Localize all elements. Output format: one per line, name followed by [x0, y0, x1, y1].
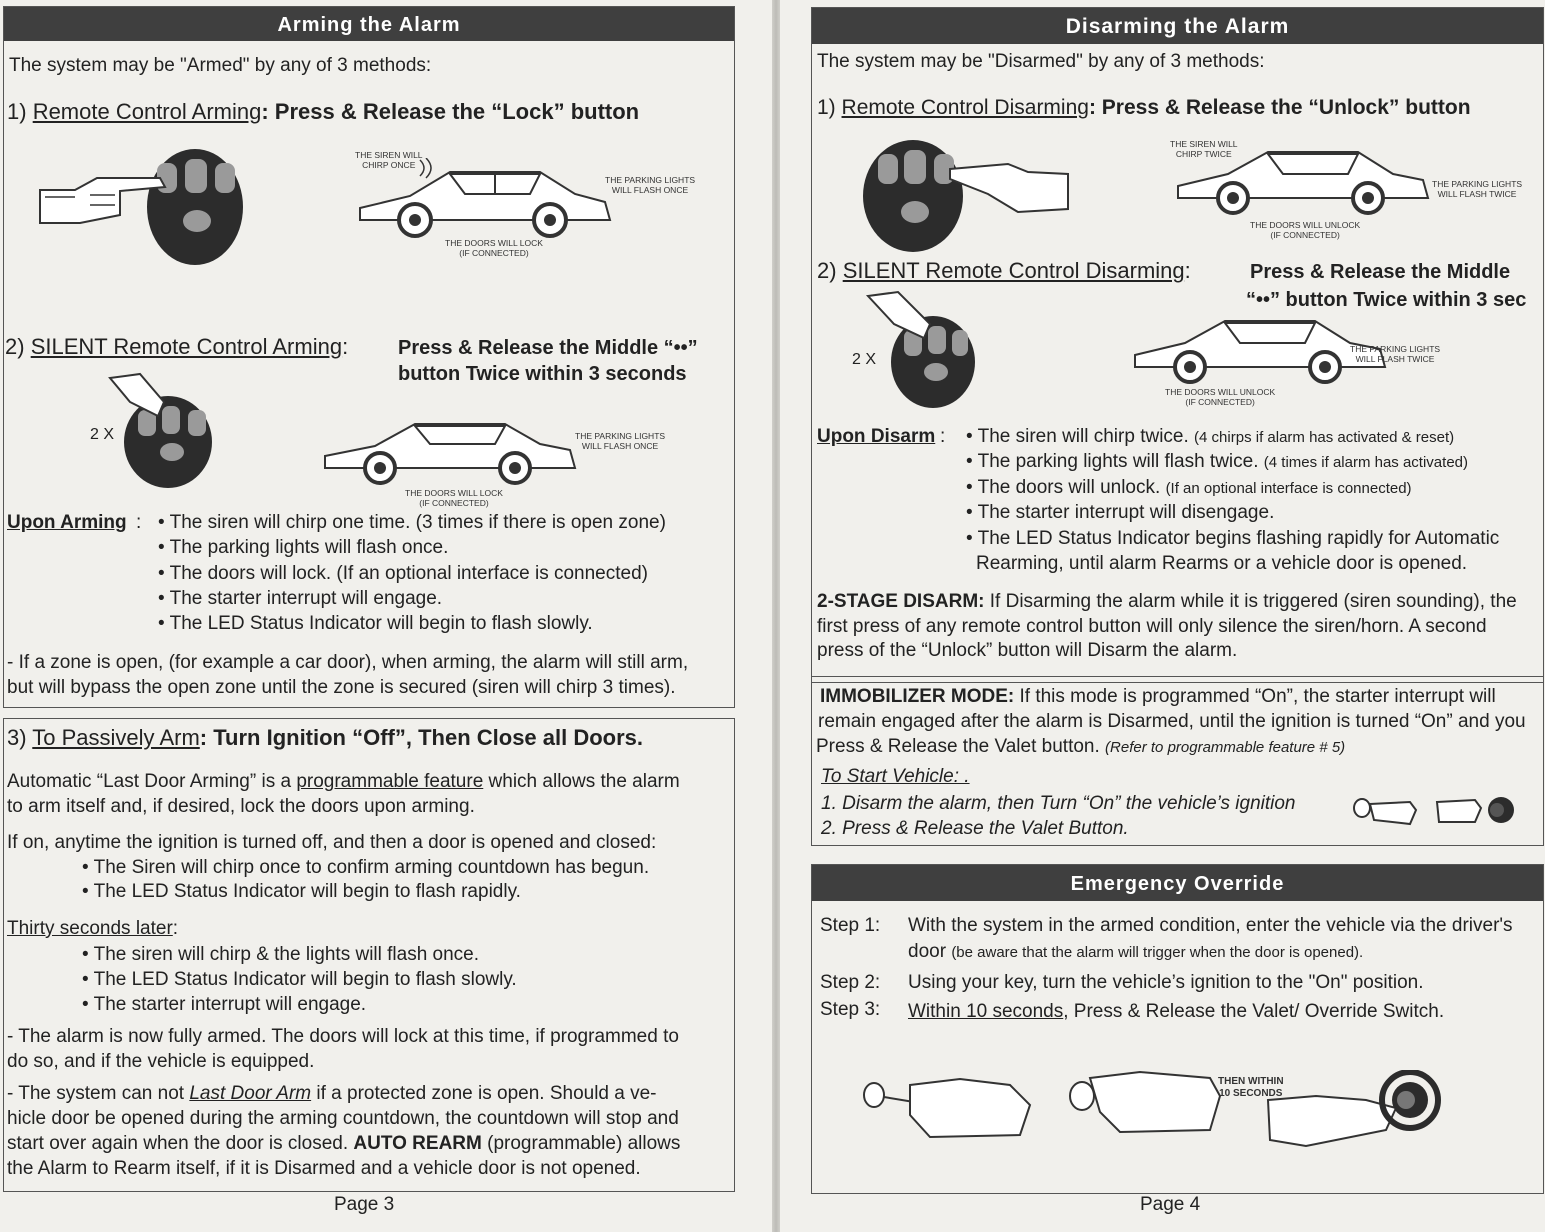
method2-heading — [817, 258, 1191, 284]
method1-heading — [817, 96, 1471, 120]
colon: : — [1184, 258, 1191, 283]
colon: : — [136, 512, 142, 533]
immobilizer-line — [820, 686, 1496, 708]
key-in-ignition-figure — [860, 1065, 1040, 1140]
method-title: SILENT Remote Control Arming — [30, 334, 343, 359]
upon-disarm-label: Upon Disarm — [817, 426, 936, 447]
then-within-label: THEN WITHIN 10 SECONDS — [1218, 1076, 1284, 1099]
armed-note-line: do so, and if the vehicle is equipped. — [7, 1051, 315, 1072]
doors-label: THE DOORS WILL UNLOCK (IF CONNECTED) — [1165, 387, 1276, 407]
siren-label: THE SIREN WILL CHIRP ONCE — [355, 150, 423, 170]
text: Automatic “Last Door Arming” is a — [7, 771, 297, 792]
upon-disarm-item — [966, 477, 1412, 499]
text: (programmable) allows — [481, 1133, 681, 1154]
upon-disarm-item — [966, 451, 1468, 473]
method-number: 1) — [817, 96, 836, 119]
upon-disarm-item: • The starter interrupt will disengage. — [966, 502, 1275, 523]
step-label: Step 2: — [820, 972, 881, 993]
immobilizer-title: IMMOBILIZER MODE: — [820, 686, 1015, 707]
two-times-label: 2 X — [852, 351, 877, 368]
upon-disarm-item: • The LED Status Indicator begins flashing rapidly for Automatic — [966, 528, 1500, 549]
method-number: 2) — [817, 258, 837, 283]
text: • The siren will chirp twice. — [966, 426, 1195, 447]
method-title: Remote Control Arming — [32, 99, 262, 124]
upon-arming-item: • The siren will chirp one time. (3 times if there is open zone) — [158, 512, 666, 533]
method-action: : Press & Release the “Unlock” button — [1088, 96, 1471, 119]
doors-label: THE DOORS WILL LOCK (IF CONNECTED) — [405, 488, 503, 508]
two-stage-line — [817, 591, 1517, 613]
text: Press & Release the Valet button. — [816, 736, 1106, 757]
method1-heading — [7, 99, 639, 125]
text: Within 10 seconds — [908, 1001, 1064, 1022]
auto-rearm-text: AUTO REARM — [353, 1133, 482, 1154]
start-vehicle-step: 1. Disarm the alarm, then Turn “On” the vehicle’s ignition — [821, 793, 1296, 814]
thirty-item: • The siren will chirp & the lights will flash once. — [82, 944, 480, 965]
text: , Press & Release the Valet/ Override Switch. — [1063, 1001, 1445, 1022]
last-door-arm-line — [7, 1133, 680, 1155]
text: if a protected zone is open. Should a ve- — [311, 1083, 657, 1104]
text: door — [908, 941, 952, 962]
doors-label: THE DOORS WILL LOCK (IF CONNECTED) — [445, 238, 543, 258]
page-4 — [780, 0, 1545, 1232]
two-stage-line: first press of any remote control button will only silence the siren/horn. A second — [817, 616, 1487, 637]
armed-note-line: - The alarm is now fully armed. The doors will lock at this time, if programmed to — [7, 1026, 679, 1047]
arming-header: Arming the Alarm — [4, 7, 734, 41]
car-icon — [315, 420, 585, 490]
colon: : — [342, 334, 349, 359]
immobilizer-line: remain engaged after the alarm is Disarmed, until the ignition is turned “On” and you — [818, 711, 1526, 732]
immobilizer-line — [816, 736, 1345, 758]
zone-note-line: but will bypass the open zone until the zone is secured (siren will chirp 3 times). — [7, 677, 676, 698]
note: (be aware that the alarm will trigger when the door is opened). — [951, 944, 1364, 961]
text: Thirty seconds later — [7, 918, 173, 939]
last-door-arm-line — [7, 1083, 657, 1105]
upon-disarm-item: Rearming, until alarm Rearms or a vehicle door is opened. — [976, 553, 1468, 574]
method-action: : Turn Ignition “Off”, Then Close all Doors. — [199, 725, 644, 750]
step-text: With the system in the armed condition, enter the vehicle via the driver's — [908, 915, 1513, 936]
method2-action-2: “••” button Twice within 3 sec — [1246, 289, 1527, 311]
last-door-arm-line: the Alarm to Rearm itself, if it is Disarmed and a vehicle door is not opened. — [7, 1158, 641, 1179]
text: start over again when the door is closed. — [7, 1133, 354, 1154]
lights-label: THE PARKING LIGHTS WILL FLASH TWICE — [1432, 179, 1523, 199]
method-title: To Passively Arm — [32, 725, 200, 750]
method2-action-1: Press & Release the Middle — [1250, 261, 1511, 283]
text: • The doors will unlock. — [966, 477, 1166, 498]
zone-note-line: - If a zone is open, (for example a car door), when arming, the alarm will still arm, — [7, 652, 689, 673]
if-on-line: If on, anytime the ignition is turned off, and then a door is opened and closed: — [7, 832, 657, 853]
two-times-label: 2 X — [90, 426, 115, 443]
text: • The parking lights will flash twice. — [966, 451, 1264, 472]
key-turn-figure — [1060, 1060, 1225, 1140]
step-text — [908, 1001, 1444, 1023]
thirty-item: • The LED Status Indicator will begin to flash slowly. — [82, 969, 517, 990]
note: (4 chirps if alarm has activated & reset) — [1194, 429, 1455, 446]
method-number: 2) — [5, 334, 25, 359]
programmable-feature-text: programmable feature — [296, 771, 484, 792]
key-hand-icon — [1350, 790, 1420, 832]
lights-label: THE PARKING LIGHTS WILL FLASH ONCE — [605, 175, 696, 195]
if-on-item: • The Siren will chirp once to confirm arming countdown has begun. — [82, 857, 650, 878]
method-title: Remote Control Disarming — [841, 96, 1089, 119]
note: (If an optional interface is connected) — [1165, 480, 1412, 497]
method2-action-1: Press & Release the Middle “••” — [398, 337, 698, 359]
disarming-header: Disarming the Alarm — [812, 8, 1543, 44]
start-vehicle-step: 2. Press & Release the Valet Button. — [821, 818, 1129, 839]
step-label: Step 3: — [820, 999, 881, 1020]
reference-note: (Refer to programmable feature # 5) — [1105, 739, 1346, 756]
remote-unlock-figure — [858, 134, 1078, 254]
if-on-item: • The LED Status Indicator will begin to flash rapidly. — [82, 881, 521, 902]
upon-arming-item: • The doors will lock. (If an optional interface is connected) — [158, 563, 648, 584]
colon: : — [172, 918, 179, 939]
step-label: Step 1: — [820, 915, 881, 936]
auto-arming-line — [7, 771, 680, 793]
remote-silent-figure — [100, 372, 220, 492]
method-action: : Press & Release the “Lock” button — [261, 99, 640, 124]
method2-action-2: button Twice within 3 seconds — [398, 363, 687, 385]
upon-arming-item: • The LED Status Indicator will begin to flash slowly. — [158, 613, 593, 634]
method-number: 1) — [7, 99, 27, 124]
page-3 — [0, 0, 772, 1232]
lights-label: THE PARKING LIGHTS WILL FLASH TWICE — [1350, 344, 1441, 364]
upon-arming-label: Upon Arming — [7, 512, 127, 533]
upon-arming-item: • The parking lights will flash once. — [158, 537, 449, 558]
valet-button-icon — [1435, 792, 1521, 832]
step-text — [908, 941, 1363, 963]
method-number: 3) — [7, 725, 27, 750]
page-number: Page 3 — [334, 1194, 395, 1215]
text: which allows the alarm — [483, 771, 680, 792]
page-number: Page 4 — [1140, 1194, 1201, 1215]
emergency-header: Emergency Override — [812, 865, 1543, 901]
method3-heading — [7, 725, 643, 751]
method2-heading — [5, 334, 348, 360]
two-stage-line: press of the “Unlock” button will Disarm the alarm. — [817, 640, 1238, 661]
car-icon — [350, 158, 620, 243]
siren-label: THE SIREN WILL CHIRP TWICE — [1170, 139, 1238, 159]
lights-label: THE PARKING LIGHTS WILL FLASH ONCE — [575, 431, 666, 451]
thirty-item: • The starter interrupt will engage. — [82, 994, 367, 1015]
arming-intro: The system may be "Armed" by any of 3 methods: — [9, 55, 432, 76]
step-text: Using your key, turn the vehicle’s ignition to the "On" position. — [908, 972, 1424, 993]
text: If Disarming the alarm while it is triggered (siren sounding), the — [984, 591, 1517, 612]
colon: : — [940, 426, 946, 447]
start-vehicle-title: To Start Vehicle: . — [821, 766, 970, 787]
upon-arming-item: • The starter interrupt will engage. — [158, 588, 443, 609]
valet-override-switch-figure — [1266, 1070, 1461, 1150]
text: - The system can not — [7, 1083, 190, 1104]
last-door-arm-text: Last Door Arm — [189, 1083, 312, 1104]
remote-lock-figure — [35, 145, 245, 265]
two-stage-title: 2-STAGE DISARM: — [817, 591, 985, 612]
doors-label: THE DOORS WILL UNLOCK (IF CONNECTED) — [1250, 220, 1361, 240]
upon-disarm-item — [966, 426, 1454, 448]
last-door-arm-line: hicle door be opened during the arming countdown, the countdown will stop and — [7, 1108, 679, 1129]
method-title: SILENT Remote Control Disarming — [842, 258, 1185, 283]
text: If this mode is programmed “On”, the starter interrupt will — [1014, 686, 1496, 707]
disarming-intro: The system may be "Disarmed" by any of 3 methods: — [817, 51, 1265, 72]
note: (4 times if alarm has activated) — [1263, 454, 1469, 471]
auto-arming-line: to arm itself and, if desired, lock the doors upon arming. — [7, 796, 475, 817]
thirty-seconds-heading — [7, 918, 178, 940]
